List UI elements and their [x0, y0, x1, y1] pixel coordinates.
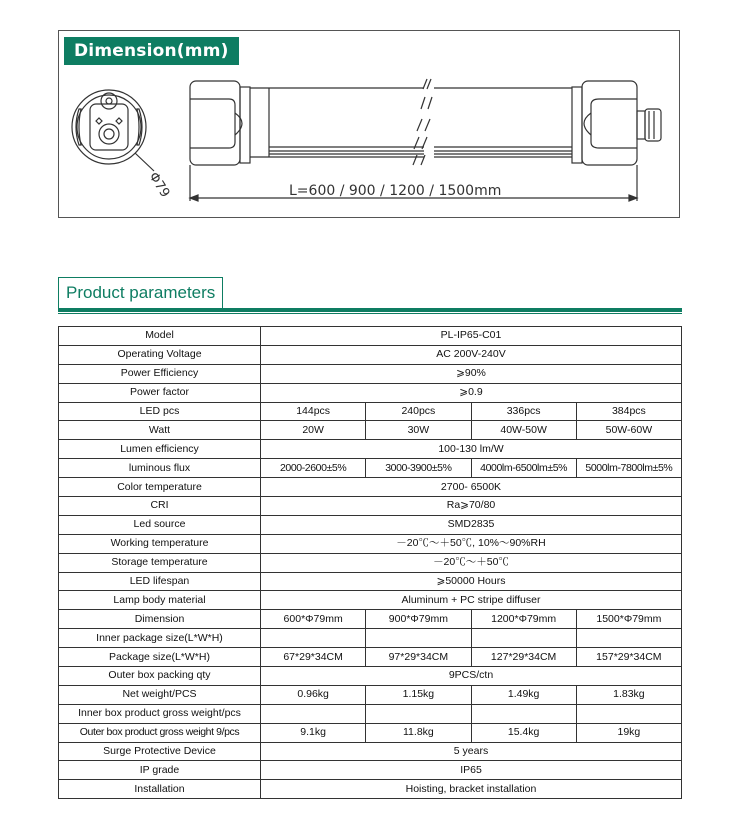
- row-value: Hoisting, bracket installation: [261, 780, 682, 799]
- cell: 240pcs: [366, 402, 471, 421]
- row-label: Color temperature: [59, 478, 261, 497]
- cell: 3000-3900±5%: [366, 459, 471, 478]
- cell: [471, 629, 576, 648]
- table-row: [59, 780, 682, 799]
- cell: 19kg: [576, 723, 681, 742]
- length-label: L=600 / 900 / 1200 / 1500mm: [289, 183, 502, 199]
- row-value: ⩾50000 Hours: [261, 572, 682, 591]
- row-label: Dimension: [59, 610, 261, 629]
- table-row: [59, 364, 682, 383]
- row-value: SMD2835: [261, 515, 682, 534]
- row-label: Package size(L*W*H): [59, 648, 261, 667]
- table-row: [59, 648, 682, 667]
- cell: 15.4kg: [471, 723, 576, 742]
- row-value: ⩾0.9: [261, 383, 682, 402]
- parameters-title: Product parameters: [58, 277, 223, 309]
- row-value: IP65: [261, 761, 682, 780]
- table-row: [59, 440, 682, 459]
- row-label: Working temperature: [59, 534, 261, 553]
- row-label: Lumen efficiency: [59, 440, 261, 459]
- row-value: 5 years: [261, 742, 682, 761]
- row-label: Storage temperature: [59, 553, 261, 572]
- cell: [576, 629, 681, 648]
- cell: 1.49kg: [471, 685, 576, 704]
- cell: 127*29*34CM: [471, 648, 576, 667]
- parameters-table: [58, 326, 682, 799]
- table-row: [59, 402, 682, 421]
- table-row: [59, 572, 682, 591]
- table-row: [59, 497, 682, 516]
- cell: 1500*Φ79mm: [576, 610, 681, 629]
- cell: 5000lm-7800lm±5%: [576, 459, 681, 478]
- table-row: [59, 534, 682, 553]
- table-row: [59, 742, 682, 761]
- row-label: Outer box product gross weight 9/pcs: [59, 723, 261, 742]
- cell: 144pcs: [261, 402, 366, 421]
- table-row: [59, 591, 682, 610]
- table-row: [59, 667, 682, 686]
- cell: 1200*Φ79mm: [471, 610, 576, 629]
- table-row: [59, 327, 682, 346]
- cell: 67*29*34CM: [261, 648, 366, 667]
- row-label: Watt: [59, 421, 261, 440]
- table-row: [59, 383, 682, 402]
- row-value: Aluminum + PC stripe diffuser: [261, 591, 682, 610]
- row-label: Inner package size(L*W*H): [59, 629, 261, 648]
- end-view-drawing: [72, 90, 154, 171]
- row-label: CRI: [59, 497, 261, 516]
- cell: 0.96kg: [261, 685, 366, 704]
- table-row: [59, 421, 682, 440]
- row-value: 100-130 lm/W: [261, 440, 682, 459]
- cell: 97*29*34CM: [366, 648, 471, 667]
- row-label: LED pcs: [59, 402, 261, 421]
- row-label: Power Efficiency: [59, 364, 261, 383]
- cell: 50W-60W: [576, 421, 681, 440]
- dimension-title: Dimension(mm): [64, 37, 239, 65]
- table-row: [59, 629, 682, 648]
- cell: 384pcs: [576, 402, 681, 421]
- row-value: －20℃～＋50℃: [261, 553, 682, 572]
- cell: 336pcs: [471, 402, 576, 421]
- row-value: ⩾90%: [261, 364, 682, 383]
- cell: 9.1kg: [261, 723, 366, 742]
- cell: [471, 704, 576, 723]
- diameter-label: Φ79: [145, 169, 173, 201]
- cell: 11.8kg: [366, 723, 471, 742]
- cell: 4000lm-6500lm±5%: [471, 459, 576, 478]
- dimension-panel: [58, 30, 680, 218]
- table-row: [59, 459, 682, 478]
- row-value: －20℃～＋50℃, 10%～90%RH: [261, 534, 682, 553]
- parameters-header: [58, 277, 682, 315]
- table-row: [59, 515, 682, 534]
- row-label: LED lifespan: [59, 572, 261, 591]
- header-rule: [58, 308, 682, 312]
- cell: 30W: [366, 421, 471, 440]
- table-row: [59, 610, 682, 629]
- cell: [261, 704, 366, 723]
- row-label: Outer box packing qty: [59, 667, 261, 686]
- cell: 1.83kg: [576, 685, 681, 704]
- row-value: 2700- 6500K: [261, 478, 682, 497]
- cell: 2000-2600±5%: [261, 459, 366, 478]
- cell: 157*29*34CM: [576, 648, 681, 667]
- table-row: [59, 685, 682, 704]
- row-label: Installation: [59, 780, 261, 799]
- row-label: Led source: [59, 515, 261, 534]
- row-label: Lamp body material: [59, 591, 261, 610]
- cell: [366, 704, 471, 723]
- table-row: [59, 478, 682, 497]
- header-rule-thin: [58, 313, 682, 314]
- cell: 40W-50W: [471, 421, 576, 440]
- cell: 1.15kg: [366, 685, 471, 704]
- row-label: IP grade: [59, 761, 261, 780]
- cell: 600*Φ79mm: [261, 610, 366, 629]
- cell: [261, 629, 366, 648]
- cell: 20W: [261, 421, 366, 440]
- row-value: AC 200V-240V: [261, 345, 682, 364]
- cell: 900*Φ79mm: [366, 610, 471, 629]
- table-row: [59, 553, 682, 572]
- table-row: [59, 723, 682, 742]
- row-value: Ra⩾70/80: [261, 497, 682, 516]
- row-label: Power factor: [59, 383, 261, 402]
- table-row: [59, 761, 682, 780]
- row-label: Model: [59, 327, 261, 346]
- table-row: [59, 345, 682, 364]
- row-label: Surge Protective Device: [59, 742, 261, 761]
- row-label: luminous flux: [59, 459, 261, 478]
- cell: [366, 629, 471, 648]
- row-label: Inner box product gross weight/pcs: [59, 704, 261, 723]
- row-value: 9PCS/ctn: [261, 667, 682, 686]
- row-label: Operating Voltage: [59, 345, 261, 364]
- row-label: Net weight/PCS: [59, 685, 261, 704]
- table-row: [59, 704, 682, 723]
- row-value: PL-IP65-C01: [261, 327, 682, 346]
- cell: [576, 704, 681, 723]
